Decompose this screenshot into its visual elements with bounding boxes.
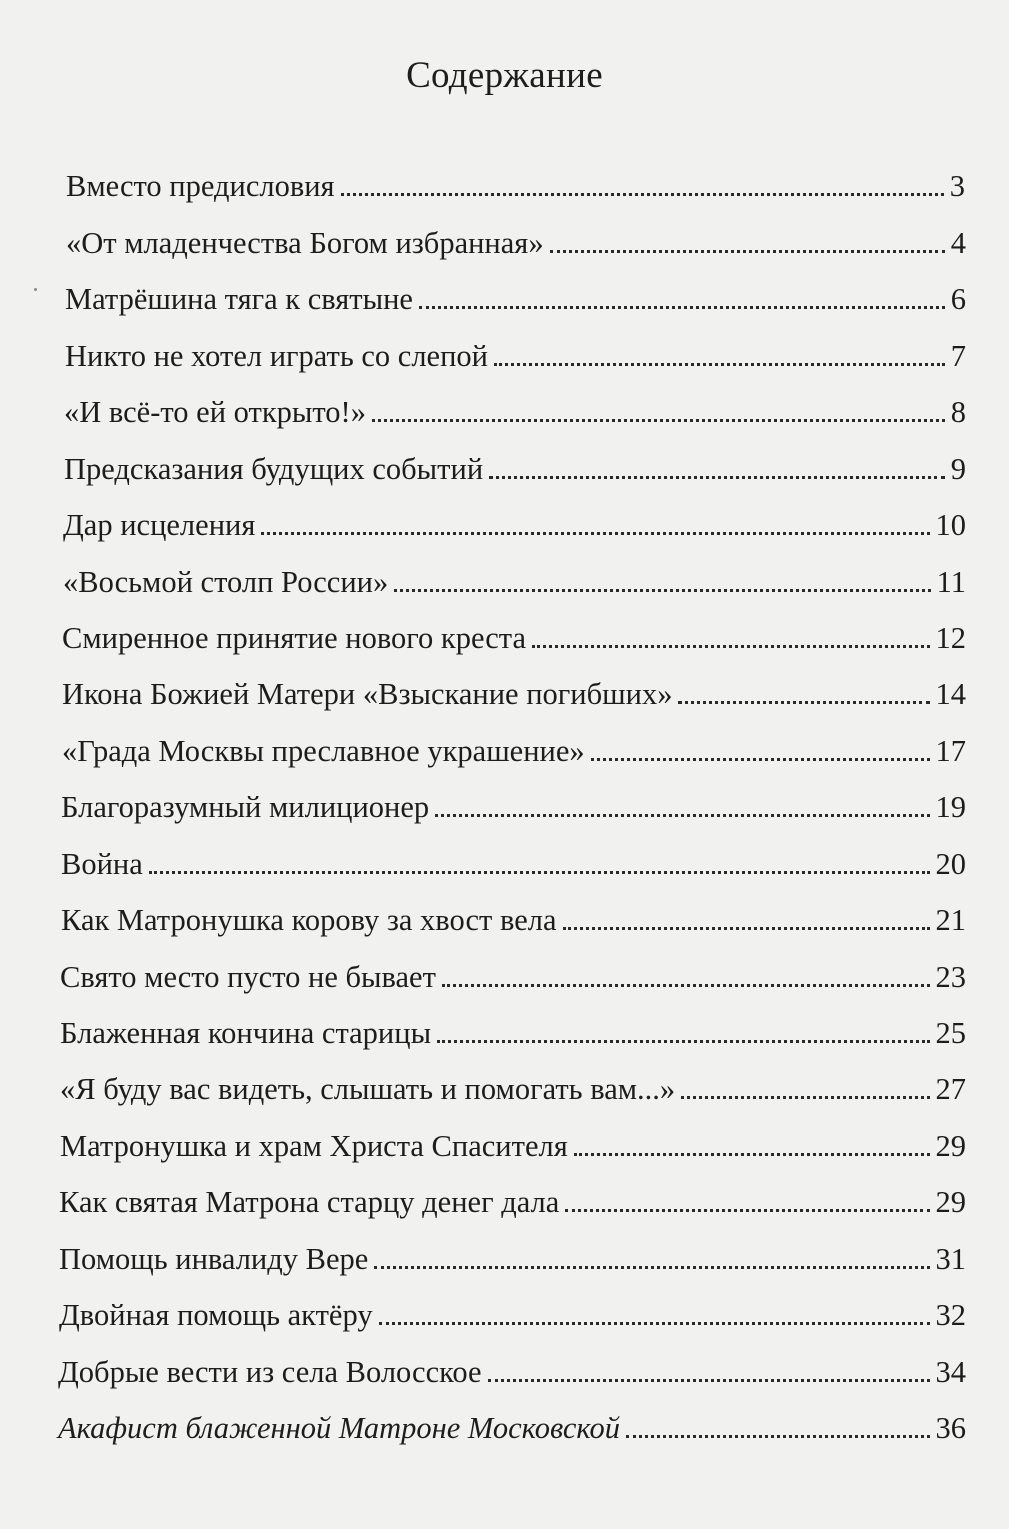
toc-entry xyxy=(0,1053,1009,1109)
toc-entry-title: Вместо предисловия xyxy=(66,169,335,204)
toc-entry-page-number: 21 xyxy=(935,903,966,938)
toc-entry-page-number: 8 xyxy=(950,395,966,430)
toc-entry xyxy=(0,1222,1009,1278)
toc-entry-title: «От младенчества Богом избранная» xyxy=(66,225,544,260)
toc-entry xyxy=(0,545,1009,601)
dot-leader xyxy=(435,814,929,817)
toc-entry-title: Матрёшина тяга к святыне xyxy=(65,282,413,317)
toc-entry-title: Война xyxy=(61,846,143,881)
page-title: Содержание xyxy=(406,55,603,96)
toc-entry-title: Двойная помощь актёру xyxy=(59,1298,373,1333)
dot-leader xyxy=(442,984,930,987)
toc-entry-title: Смиренное принятие нового креста xyxy=(62,620,527,655)
dot-leader xyxy=(394,589,930,592)
toc-entry-page-number: 31 xyxy=(935,1241,966,1276)
toc-entry-title: Свято место пусто не бывает xyxy=(60,959,436,994)
toc-entry-title: Благоразумный милиционер xyxy=(61,790,430,825)
table-of-contents xyxy=(0,150,1009,1448)
toc-entry xyxy=(0,884,1009,940)
toc-entry-page-number: 36 xyxy=(935,1411,966,1446)
toc-entry xyxy=(0,602,1009,658)
dot-leader xyxy=(488,1379,930,1382)
toc-entry xyxy=(0,658,1009,714)
toc-entry xyxy=(0,376,1009,432)
toc-entry-page-number: 34 xyxy=(935,1354,966,1389)
toc-entry-page-number: 27 xyxy=(935,1072,966,1107)
toc-entry xyxy=(0,319,1009,375)
toc-entry-title: «Града Москвы преславное украшение» xyxy=(62,733,585,768)
dot-leader xyxy=(494,363,945,366)
dot-leader xyxy=(563,927,930,930)
dot-leader xyxy=(374,1266,929,1269)
dot-leader xyxy=(550,250,945,253)
toc-entry-page-number: 10 xyxy=(935,508,966,543)
toc-entry-title: Никто не хотел играть со слепой xyxy=(65,338,488,373)
toc-entry-title: Икона Божией Матери «Взыскание погибших» xyxy=(62,677,673,712)
toc-entry xyxy=(0,150,1009,206)
toc-entry-title: Матронушка и храм Христа Спасителя xyxy=(60,1128,568,1163)
toc-entry-page-number: 6 xyxy=(950,282,966,317)
toc-entry-title: Как святая Матрона старцу денег дала xyxy=(59,1185,560,1220)
toc-entry-page-number: 19 xyxy=(935,790,966,825)
dot-leader xyxy=(379,1322,930,1325)
toc-entry-page-number: 11 xyxy=(936,564,966,599)
toc-entry-title: Как Матронушка корову за хвост вела xyxy=(61,903,557,938)
toc-entry-page-number: 23 xyxy=(935,959,966,994)
toc-entry-page-number: 29 xyxy=(935,1185,966,1220)
dot-leader xyxy=(341,193,944,196)
dot-leader xyxy=(681,1096,929,1099)
dot-leader xyxy=(261,532,929,535)
toc-entry-title: «Я буду вас видеть, слышать и помогать вам...» xyxy=(60,1072,676,1107)
toc-entry xyxy=(0,940,1009,996)
dot-leader xyxy=(532,645,929,648)
dot-leader xyxy=(372,419,945,422)
toc-entry-page-number: 3 xyxy=(949,169,965,204)
toc-entry xyxy=(0,827,1009,883)
toc-entry-page-number: 14 xyxy=(935,677,966,712)
dot-leader xyxy=(678,701,929,704)
toc-entry-title: Добрые вести из села Волосское xyxy=(58,1354,482,1389)
toc-entry-page-number: 29 xyxy=(935,1128,966,1163)
dot-leader xyxy=(565,1209,929,1212)
toc-entry xyxy=(0,1392,1009,1448)
dot-leader xyxy=(149,871,930,874)
toc-entry xyxy=(0,1109,1009,1165)
toc-entry xyxy=(0,1335,1009,1391)
toc-entry-title: Дар исцеления xyxy=(63,508,256,543)
toc-entry-page-number: 25 xyxy=(935,1016,966,1050)
toc-entry xyxy=(0,1166,1009,1222)
toc-entry xyxy=(0,1279,1009,1335)
toc-entry xyxy=(0,263,1009,319)
toc-entry-page-number: 9 xyxy=(950,451,966,486)
toc-entry-title: Предсказания будущих событий xyxy=(64,451,484,486)
toc-entry-title: Блаженная кончина старицы xyxy=(60,1016,432,1050)
toc-entry xyxy=(0,771,1009,827)
toc-entry-page-number: 17 xyxy=(935,733,966,768)
toc-entry xyxy=(0,206,1009,262)
toc-entry-title: «И всё-то ей открыто!» xyxy=(64,395,366,430)
toc-entry-page-number: 20 xyxy=(935,846,966,881)
dot-leader xyxy=(626,1435,929,1438)
toc-entry xyxy=(0,489,1009,545)
toc-entry xyxy=(0,432,1009,488)
toc-entry xyxy=(0,714,1009,770)
toc-entry xyxy=(0,997,1009,1053)
toc-entry-page-number: 7 xyxy=(950,338,966,373)
dot-leader xyxy=(419,306,945,309)
dot-leader xyxy=(437,1040,929,1043)
dot-leader xyxy=(591,758,930,761)
toc-entry-title: «Восьмой столп России» xyxy=(63,564,389,599)
toc-entry-title: Помощь инвалиду Вере xyxy=(59,1241,369,1276)
toc-entry-page-number: 32 xyxy=(935,1298,966,1333)
toc-entry-title: Акафист блаженной Матроне Московской xyxy=(58,1411,621,1446)
toc-entry-page-number: 12 xyxy=(935,620,966,655)
dot-leader xyxy=(574,1153,930,1156)
toc-entry-page-number: 4 xyxy=(950,225,966,260)
dot-leader xyxy=(489,476,945,479)
